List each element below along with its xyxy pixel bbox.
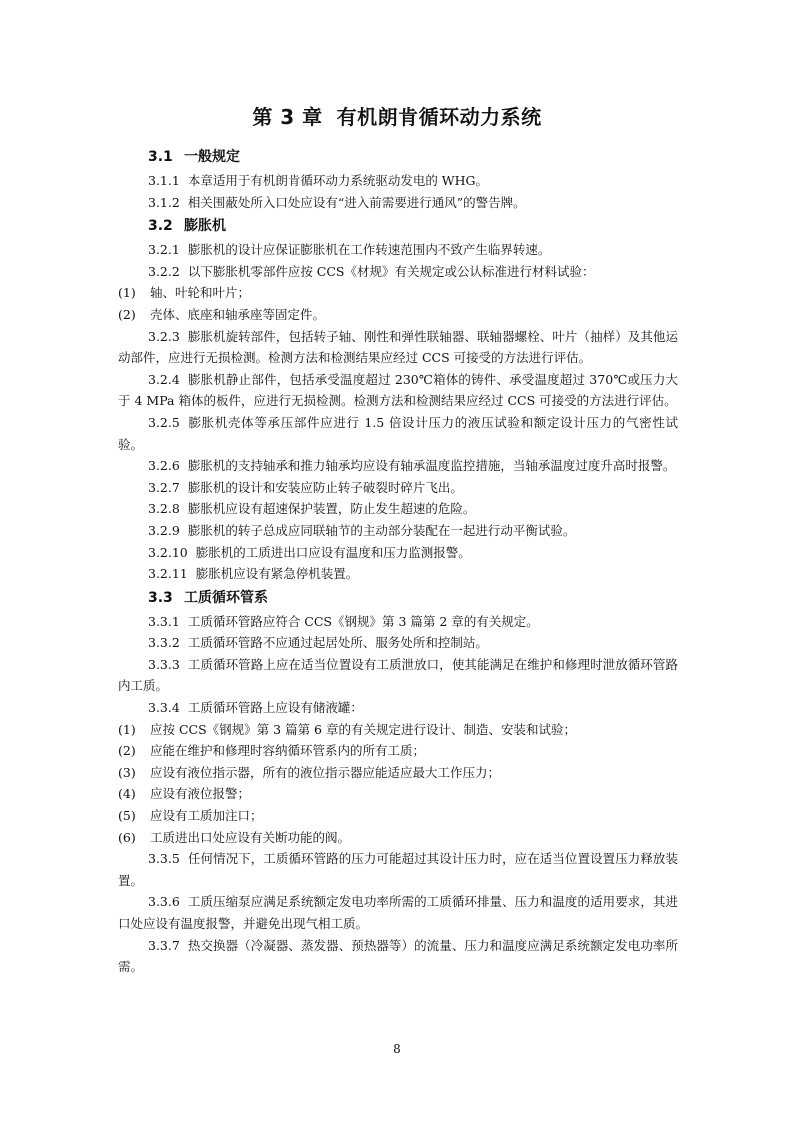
clause-text: 工质压缩泵应满足系统额定发电功率所需的工质循环排量、压力和温度的适用要求，其进口处应设有温度报警，并避免出现气相工质。 — [118, 894, 678, 931]
clause-number: 3.3.2 — [148, 635, 180, 651]
clause-3-1-1 — [118, 170, 678, 192]
clause-text: 膨胀机应设有紧急停机装置。 — [195, 566, 359, 582]
clause-number: 3.2.8 — [148, 501, 180, 517]
clause-3-2-6 — [118, 455, 678, 477]
clause-number: 3.1.1 — [148, 173, 180, 188]
clause-3-2-10 — [118, 542, 678, 564]
list-item — [118, 304, 678, 326]
list-item — [118, 805, 678, 827]
clause-3-2-2 — [118, 261, 678, 283]
clause-text: 膨胀机的设计和安装应防止转子破裂时碎片飞出。 — [187, 479, 463, 495]
clause-text: 膨胀机的工质进出口应设有温度和压力监测报警。 — [195, 544, 471, 560]
list-text: 应设有液位报警； — [150, 786, 251, 802]
list-marker: (3) — [118, 764, 136, 780]
section-3-1 — [118, 147, 678, 213]
clause-3-2-11 — [118, 563, 678, 585]
clause-text: 工质循环管路不应通过起居处所、服务处所和控制站。 — [187, 635, 488, 651]
list-item — [118, 827, 678, 849]
list-item — [118, 282, 678, 304]
list-marker: (6) — [118, 829, 136, 845]
page-number: 8 — [393, 1042, 401, 1056]
clause-text: 膨胀机的支持轴承和推力轴承均应设有轴承温度监控措施，当轴承温度过度升高时报警。 — [187, 458, 676, 474]
list-item — [118, 762, 678, 784]
clause-3-2-4 — [118, 369, 678, 412]
clause-3-2-8 — [118, 498, 678, 520]
section-3-2 — [118, 216, 678, 585]
clause-text: 膨胀机壳体等承压部件应进行 1.5 倍设计压力的液压试验和额定设计压力的气密性试验。 — [118, 414, 678, 452]
list-marker: (4) — [118, 786, 136, 802]
section-number: 3.2 — [148, 218, 173, 235]
list-text: 轴、叶轮和叶片； — [150, 285, 251, 301]
section-heading — [118, 588, 678, 608]
clause-number: 3.2.1 — [148, 242, 180, 258]
clause-3-2-3 — [118, 326, 678, 369]
clause-number: 3.3.7 — [148, 937, 180, 953]
clause-number: 3.2.4 — [148, 371, 180, 387]
clause-text: 工质循环管路上应在适当位置设有工质泄放口，使其能满足在维护和修理时泄放循环管路内工质。 — [118, 656, 678, 694]
list-marker: (2) — [118, 743, 136, 759]
list-item — [118, 783, 678, 805]
clause-3-3-4 — [118, 697, 678, 719]
clause-text: 热交换器（冷凝器、蒸发器、预热器等）的流量、压力和温度应满足系统额定发电功率所需。 — [118, 937, 678, 975]
chapter-name: 有机朗肯循环动力系统 — [336, 105, 542, 129]
clause-3-2-9 — [118, 520, 678, 542]
list-item — [118, 740, 678, 762]
chapter-title — [0, 104, 794, 130]
clause-text: 以下膨胀机零部件应按 CCS《材规》有关规定或公认标准进行材料试验： — [187, 263, 595, 279]
clause-3-2-7 — [118, 477, 678, 499]
clause-text: 相关围蔽处所入口处应设有“进入前需要进行通风”的警告牌。 — [187, 194, 526, 210]
section-heading — [118, 147, 678, 167]
page-content — [118, 144, 678, 978]
clause-3-3-5 — [118, 848, 678, 891]
clause-text: 本章适用于有机朗肯循环动力系统驱动发电的 WHG。 — [187, 173, 489, 188]
clause-text: 膨胀机旋转部件，包括转子轴、刚性和弹性联轴器、联轴器螺栓、叶片（抽样）及其他运动部件，应进行无损检测。检测方法和检测结果应经过 CCS 可接受的方法进行评估。 — [118, 328, 678, 366]
clause-number: 3.3.3 — [148, 656, 180, 672]
list-marker: (2) — [118, 306, 136, 322]
section-title: 一般规定 — [184, 149, 240, 165]
clause-number: 3.2.2 — [148, 263, 180, 279]
list-marker: (1) — [118, 285, 136, 301]
clause-number: 3.3.6 — [148, 894, 180, 910]
clause-text: 工质循环管路上应设有储液罐： — [187, 700, 363, 716]
section-3-3 — [118, 588, 678, 978]
list-marker: (5) — [118, 808, 136, 824]
clause-3-3-2 — [118, 632, 678, 654]
clause-text: 膨胀机静止部件，包括承受温度超过 230℃箱体的铸件、承受温度超过 370℃或压力大于 4 MPa 箱体的板件，应进行无损检测。检测方法和检测结果应经过 CCS 可接受的方法进行评估。 — [118, 371, 678, 409]
clause-text: 膨胀机的转子总成应同联轴节的主动部分装配在一起进行动平衡试验。 — [187, 522, 576, 538]
list-text: 应设有液位指示器，所有的液位指示器应能适应最大工作压力； — [150, 764, 501, 780]
clause-3-2-1 — [118, 239, 678, 261]
clause-text: 任何情况下，工质循环管路的压力可能超过其设计压力时，应在适当位置设置压力释放装置。 — [118, 851, 678, 888]
section-number: 3.3 — [148, 589, 173, 606]
list-item — [118, 719, 678, 741]
clause-number: 3.2.9 — [148, 522, 180, 538]
clause-number: 3.2.3 — [148, 328, 180, 344]
list-text: 应按 CCS《钢规》第 3 篇第 6 章的有关规定进行设计、制造、安装和试验； — [150, 721, 576, 737]
clause-3-2-5 — [118, 412, 678, 455]
clause-text: 膨胀机应设有超速保护装置，防止发生超速的危险。 — [187, 501, 476, 517]
list-text: 应能在维护和修理时容纳循环管系内的所有工质； — [150, 743, 426, 759]
section-title: 工质循环管系 — [184, 589, 268, 606]
clause-number: 3.1.2 — [148, 194, 180, 210]
clause-number: 3.2.10 — [148, 544, 188, 560]
list-marker: (1) — [118, 721, 136, 737]
clause-number: 3.2.6 — [148, 458, 180, 474]
clause-3-3-7 — [118, 935, 678, 978]
clause-number: 3.3.4 — [148, 700, 180, 716]
section-title: 膨胀机 — [184, 218, 226, 235]
clause-number: 3.2.11 — [148, 566, 188, 582]
clause-3-3-3 — [118, 654, 678, 697]
section-number: 3.1 — [148, 149, 173, 165]
section-heading — [118, 216, 678, 236]
clause-number: 3.3.1 — [148, 613, 180, 629]
clause-3-3-6 — [118, 891, 678, 934]
list-text: 壳体、底座和轴承座等固定件。 — [150, 306, 326, 322]
chapter-number: 第 3 章 — [252, 105, 323, 129]
clause-3-1-2 — [118, 192, 678, 214]
clause-text: 工质循环管路应符合 CCS《钢规》第 3 篇第 2 章的有关规定。 — [187, 613, 539, 629]
list-text: 应设有工质加注口； — [150, 808, 263, 824]
clause-3-3-1 — [118, 611, 678, 633]
clause-number: 3.2.7 — [148, 479, 180, 495]
list-text: 工质进出口处应设有关断功能的阀。 — [150, 829, 351, 845]
clause-text: 膨胀机的设计应保证膨胀机在工作转速范围内不致产生临界转速。 — [187, 242, 551, 258]
clause-number: 3.3.5 — [148, 851, 180, 867]
clause-number: 3.2.5 — [148, 414, 180, 430]
